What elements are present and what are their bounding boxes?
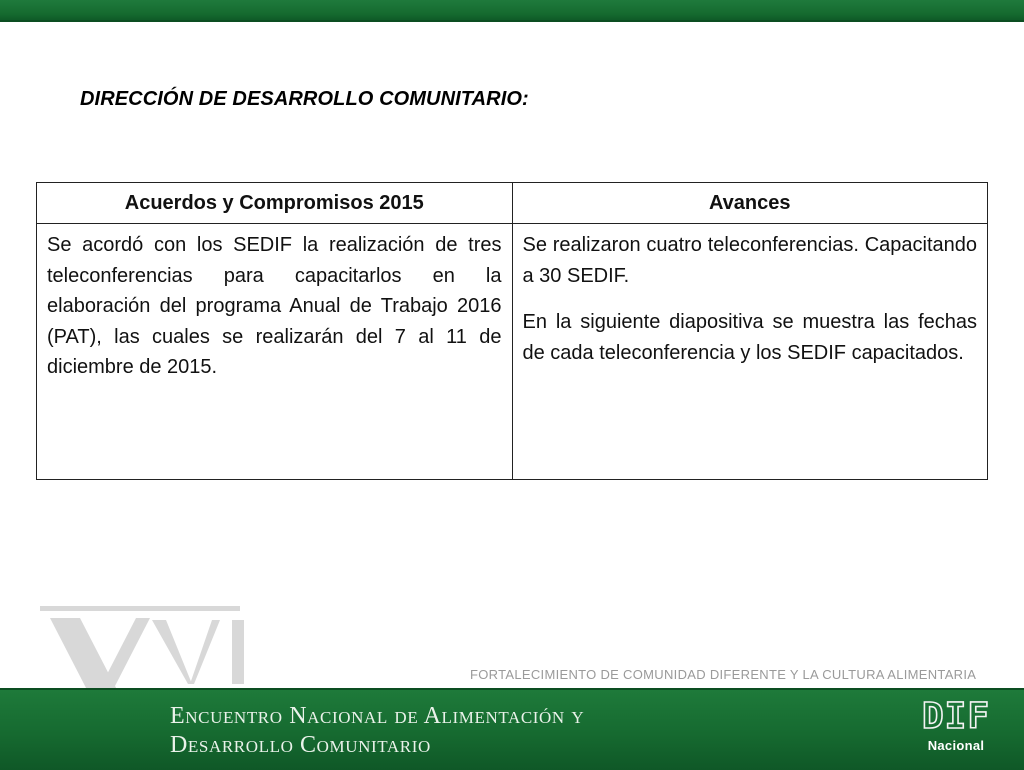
dif-logo [914, 698, 998, 760]
event-name-line1: Encuentro Nacional de Alimentación y [170, 703, 585, 729]
progress-cell [512, 224, 988, 480]
footer-tagline: FORTALECIMIENTO DE COMUNIDAD DIFERENTE Y LA CULTURA ALIMENTARIA [470, 667, 977, 682]
header-agreements: Acuerdos y Compromisos 2015 [37, 183, 513, 224]
progress-text-2: En la siguiente diapositiva se muestra las fechas de cada teleconferencia y los SEDIF capacitados. [522, 311, 977, 364]
top-green-bar [0, 0, 1024, 22]
header-progress: Avances [512, 183, 988, 224]
agreement-cell [37, 224, 513, 480]
event-name [170, 702, 584, 760]
table-row [37, 224, 988, 480]
section-title: DIRECCIÓN DE DESARROLLO COMUNITARIO: [80, 88, 529, 110]
event-name-line2: Desarrollo Comunitario [170, 732, 431, 758]
agreements-table [36, 182, 988, 480]
dif-logo-mark: DIF [921, 696, 991, 737]
dif-logo-subtitle: Nacional [927, 738, 985, 753]
progress-text-1: Se realizaron cuatro teleconferencias. Capacitando a 30 SEDIF. [522, 234, 977, 287]
agreement-text: Se acordó con los SEDIF la realización de tres teleconferencias para capacitarlos en la elaboración del programa Anual de Trabajo 2016 (PAT), las cuales se realizarán del 7 al 11 de diciembre de 2015. [47, 234, 502, 378]
table-header-row [37, 183, 988, 224]
